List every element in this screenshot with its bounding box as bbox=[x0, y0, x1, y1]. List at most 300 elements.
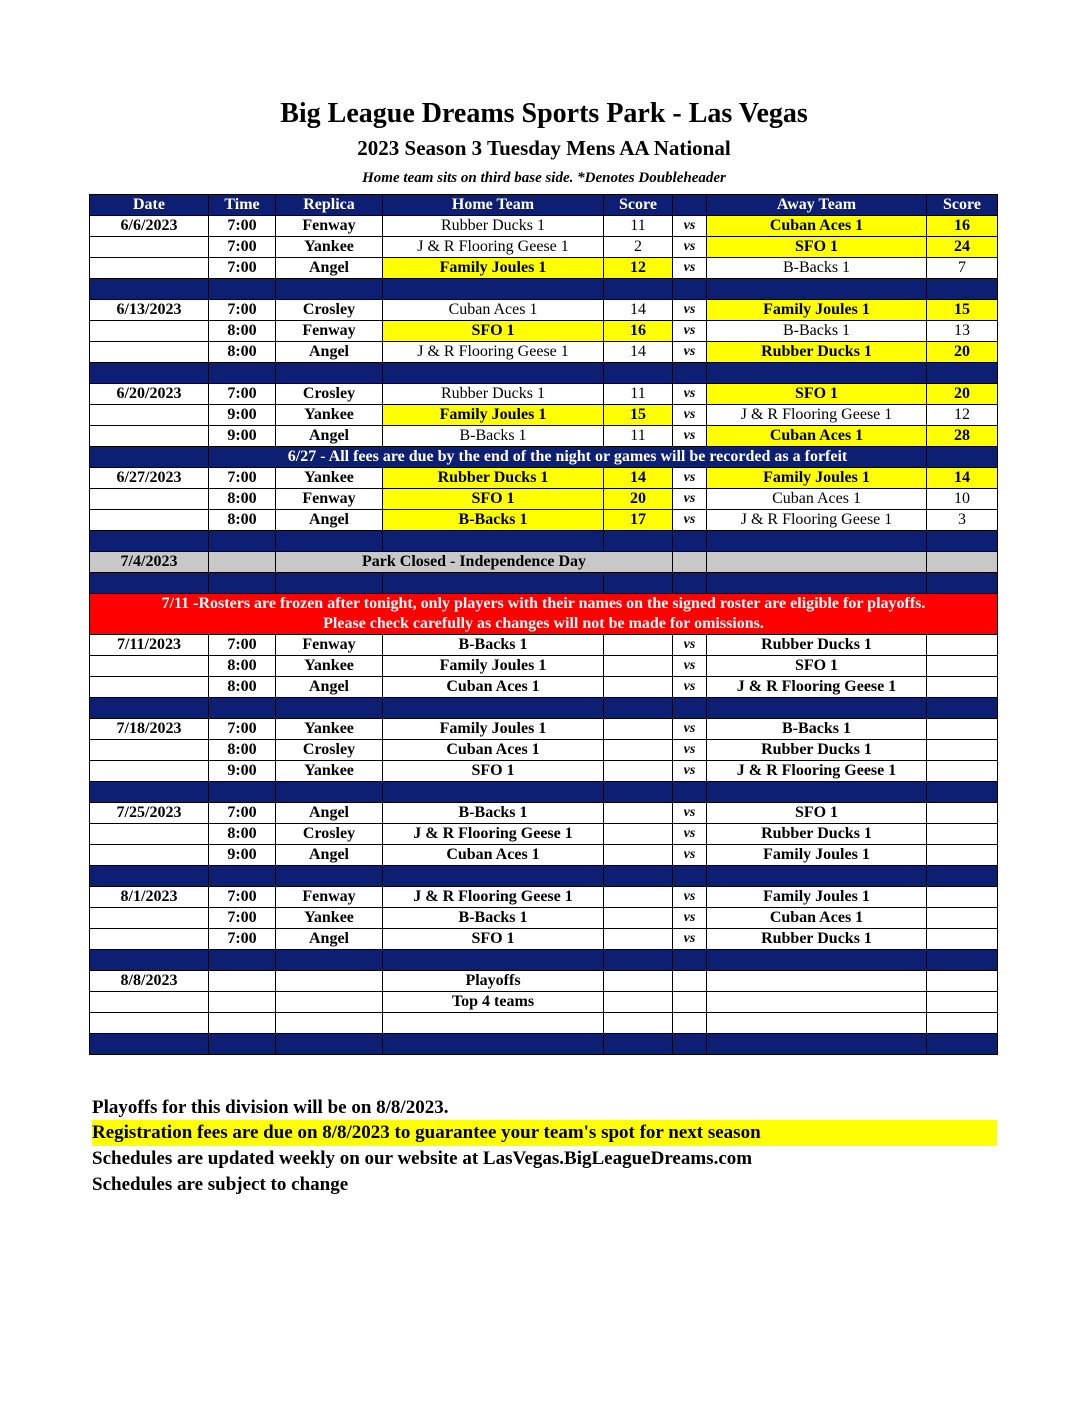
separator-cell bbox=[276, 782, 383, 803]
home-score bbox=[604, 803, 673, 824]
game-date bbox=[90, 237, 209, 258]
separator-cell bbox=[90, 1034, 209, 1055]
blank-cell bbox=[209, 552, 276, 573]
home-team: B-Backs 1 bbox=[383, 803, 604, 824]
field-replica: Yankee bbox=[276, 761, 383, 782]
away-team: Rubber Ducks 1 bbox=[707, 824, 927, 845]
fees-notice-row bbox=[90, 447, 998, 468]
separator-cell bbox=[90, 573, 209, 594]
home-team: Family Joules 1 bbox=[383, 719, 604, 740]
park-closed-text: Park Closed - Independence Day bbox=[276, 552, 673, 573]
vs-label: vs bbox=[673, 216, 707, 237]
game-date bbox=[90, 845, 209, 866]
notice-blank-cell bbox=[927, 447, 998, 468]
home-score bbox=[604, 887, 673, 908]
away-team: Family Joules 1 bbox=[707, 300, 927, 321]
separator-cell bbox=[209, 279, 276, 300]
game-row bbox=[90, 426, 998, 447]
game-row bbox=[90, 761, 998, 782]
field-replica: Yankee bbox=[276, 656, 383, 677]
game-date: 6/6/2023 bbox=[90, 216, 209, 237]
away-team: Cuban Aces 1 bbox=[707, 426, 927, 447]
separator-cell bbox=[383, 782, 604, 803]
page-subtitle: 2023 Season 3 Tuesday Mens AA National bbox=[357, 136, 731, 160]
game-date bbox=[90, 929, 209, 950]
away-score: 20 bbox=[927, 384, 998, 405]
vs-label bbox=[673, 992, 707, 1013]
game-date: 7/11/2023 bbox=[90, 635, 209, 656]
home-score bbox=[604, 740, 673, 761]
home-score bbox=[604, 992, 673, 1013]
field-replica: Angel bbox=[276, 342, 383, 363]
vs-label: vs bbox=[673, 321, 707, 342]
game-row bbox=[90, 300, 998, 321]
separator-cell bbox=[673, 950, 707, 971]
vs-label bbox=[673, 1013, 707, 1034]
away-team: Cuban Aces 1 bbox=[707, 908, 927, 929]
vs-label: vs bbox=[673, 426, 707, 447]
field-replica: Angel bbox=[276, 677, 383, 698]
vs-label bbox=[673, 971, 707, 992]
game-time: 7:00 bbox=[209, 908, 276, 929]
home-team-note: Home team sits on third base side. *Denotes Doubleheader bbox=[362, 170, 726, 186]
away-score: 10 bbox=[927, 489, 998, 510]
game-time: 7:00 bbox=[209, 719, 276, 740]
game-date: 7/25/2023 bbox=[90, 803, 209, 824]
page-title: Big League Dreams Sports Park - Las Vegas bbox=[280, 98, 808, 129]
separator-cell bbox=[927, 698, 998, 719]
home-score: 11 bbox=[604, 216, 673, 237]
home-team: B-Backs 1 bbox=[383, 908, 604, 929]
separator-cell bbox=[90, 950, 209, 971]
game-row bbox=[90, 845, 998, 866]
game-time: 8:00 bbox=[209, 321, 276, 342]
separator-cell bbox=[707, 363, 927, 384]
away-score: 3 bbox=[927, 510, 998, 531]
week-separator-row bbox=[90, 950, 998, 971]
away-team bbox=[707, 1013, 927, 1034]
col-header-time: Time bbox=[209, 195, 276, 216]
vs-label: vs bbox=[673, 656, 707, 677]
field-replica: Angel bbox=[276, 845, 383, 866]
vs-label: vs bbox=[673, 824, 707, 845]
game-time: 8:00 bbox=[209, 510, 276, 531]
home-team: J & R Flooring Geese 1 bbox=[383, 342, 604, 363]
game-time: 9:00 bbox=[209, 845, 276, 866]
fees-notice-text: 6/27 - All fees are due by the end of the night or games will be recorded as a forfeit bbox=[209, 447, 927, 468]
col-header-vs bbox=[673, 195, 707, 216]
away-team bbox=[707, 992, 927, 1013]
separator-cell bbox=[927, 866, 998, 887]
home-score bbox=[604, 677, 673, 698]
away-score: 13 bbox=[927, 321, 998, 342]
separator-cell bbox=[707, 1034, 927, 1055]
game-date bbox=[90, 824, 209, 845]
home-score: 17 bbox=[604, 510, 673, 531]
game-date bbox=[90, 489, 209, 510]
week-separator-row bbox=[90, 866, 998, 887]
away-score bbox=[927, 1013, 998, 1034]
separator-cell bbox=[604, 698, 673, 719]
home-score: 14 bbox=[604, 300, 673, 321]
game-time: 8:00 bbox=[209, 489, 276, 510]
away-team: Rubber Ducks 1 bbox=[707, 342, 927, 363]
game-row bbox=[90, 740, 998, 761]
field-replica: Angel bbox=[276, 510, 383, 531]
home-team: SFO 1 bbox=[383, 489, 604, 510]
vs-label: vs bbox=[673, 237, 707, 258]
website-note: Schedules are updated weekly on our website at LasVegas.BigLeagueDreams.com bbox=[92, 1148, 753, 1169]
separator-cell bbox=[707, 782, 927, 803]
field-replica: Crosley bbox=[276, 384, 383, 405]
separator-cell bbox=[383, 279, 604, 300]
separator-cell bbox=[276, 866, 383, 887]
separator-cell bbox=[673, 782, 707, 803]
game-row bbox=[90, 468, 998, 489]
game-date bbox=[90, 992, 209, 1013]
field-replica: Crosley bbox=[276, 740, 383, 761]
playoffs-note: Playoffs for this division will be on 8/8/2023. bbox=[92, 1097, 449, 1118]
home-team: Cuban Aces 1 bbox=[383, 740, 604, 761]
week-separator-row bbox=[90, 782, 998, 803]
game-row bbox=[90, 237, 998, 258]
away-score bbox=[927, 740, 998, 761]
separator-cell bbox=[276, 698, 383, 719]
separator-cell bbox=[707, 531, 927, 552]
vs-label: vs bbox=[673, 803, 707, 824]
separator-cell bbox=[604, 866, 673, 887]
vs-label: vs bbox=[673, 929, 707, 950]
roster-freeze-line-2: Please check carefully as changes will not be made for omissions. bbox=[323, 615, 764, 632]
game-time: 8:00 bbox=[209, 740, 276, 761]
game-row bbox=[90, 321, 998, 342]
home-score bbox=[604, 719, 673, 740]
separator-cell bbox=[90, 279, 209, 300]
game-time: 7:00 bbox=[209, 468, 276, 489]
field-replica: Crosley bbox=[276, 300, 383, 321]
home-team: Cuban Aces 1 bbox=[383, 300, 604, 321]
away-team: B-Backs 1 bbox=[707, 321, 927, 342]
game-time: 7:00 bbox=[209, 887, 276, 908]
game-date bbox=[90, 258, 209, 279]
game-date bbox=[90, 740, 209, 761]
home-team: Family Joules 1 bbox=[383, 405, 604, 426]
home-team: SFO 1 bbox=[383, 761, 604, 782]
separator-cell bbox=[383, 698, 604, 719]
separator-cell bbox=[927, 531, 998, 552]
separator-cell bbox=[707, 866, 927, 887]
game-date: 6/13/2023 bbox=[90, 300, 209, 321]
home-team: Rubber Ducks 1 bbox=[383, 384, 604, 405]
vs-label: vs bbox=[673, 677, 707, 698]
separator-cell bbox=[209, 1034, 276, 1055]
home-team: Family Joules 1 bbox=[383, 656, 604, 677]
home-score bbox=[604, 845, 673, 866]
game-time: 8:00 bbox=[209, 824, 276, 845]
separator-cell bbox=[604, 531, 673, 552]
separator-cell bbox=[90, 531, 209, 552]
separator-cell bbox=[90, 363, 209, 384]
field-replica: Fenway bbox=[276, 216, 383, 237]
game-time: 9:00 bbox=[209, 761, 276, 782]
game-time: 7:00 bbox=[209, 300, 276, 321]
home-score bbox=[604, 908, 673, 929]
blank-cell bbox=[707, 552, 927, 573]
separator-cell bbox=[673, 866, 707, 887]
away-team bbox=[707, 971, 927, 992]
col-header-date: Date bbox=[90, 195, 209, 216]
game-date: 6/20/2023 bbox=[90, 384, 209, 405]
vs-label: vs bbox=[673, 719, 707, 740]
game-row bbox=[90, 824, 998, 845]
col-header-away-team: Away Team bbox=[707, 195, 927, 216]
home-team: B-Backs 1 bbox=[383, 510, 604, 531]
home-score bbox=[604, 656, 673, 677]
game-row bbox=[90, 635, 998, 656]
separator-cell bbox=[927, 279, 998, 300]
separator-cell bbox=[927, 573, 998, 594]
home-score: 11 bbox=[604, 426, 673, 447]
game-time: 7:00 bbox=[209, 803, 276, 824]
away-team: SFO 1 bbox=[707, 237, 927, 258]
home-score bbox=[604, 635, 673, 656]
away-score bbox=[927, 929, 998, 950]
col-header-away-score: Score bbox=[927, 195, 998, 216]
col-header-home-team: Home Team bbox=[383, 195, 604, 216]
separator-cell bbox=[927, 1034, 998, 1055]
away-score: 20 bbox=[927, 342, 998, 363]
home-score: 16 bbox=[604, 321, 673, 342]
home-team: J & R Flooring Geese 1 bbox=[383, 887, 604, 908]
field-replica: Angel bbox=[276, 426, 383, 447]
separator-cell bbox=[707, 950, 927, 971]
separator-cell bbox=[707, 573, 927, 594]
vs-label: vs bbox=[673, 510, 707, 531]
schedule-table bbox=[89, 194, 998, 1055]
field-replica: Angel bbox=[276, 803, 383, 824]
home-score: 11 bbox=[604, 384, 673, 405]
away-score bbox=[927, 845, 998, 866]
vs-label: vs bbox=[673, 300, 707, 321]
separator-cell bbox=[383, 363, 604, 384]
separator-cell bbox=[604, 1034, 673, 1055]
vs-label: vs bbox=[673, 342, 707, 363]
away-score bbox=[927, 719, 998, 740]
away-score: 28 bbox=[927, 426, 998, 447]
blank-cell bbox=[673, 552, 707, 573]
home-team: Top 4 teams bbox=[383, 992, 604, 1013]
home-team bbox=[383, 1013, 604, 1034]
separator-cell bbox=[209, 363, 276, 384]
away-score bbox=[927, 677, 998, 698]
game-row bbox=[90, 656, 998, 677]
vs-label: vs bbox=[673, 468, 707, 489]
vs-label: vs bbox=[673, 258, 707, 279]
field-replica: Yankee bbox=[276, 908, 383, 929]
schedule-body bbox=[90, 216, 998, 1055]
field-replica: Fenway bbox=[276, 489, 383, 510]
game-date bbox=[90, 761, 209, 782]
away-score: 12 bbox=[927, 405, 998, 426]
vs-label: vs bbox=[673, 761, 707, 782]
separator-cell bbox=[927, 950, 998, 971]
away-score: 7 bbox=[927, 258, 998, 279]
separator-cell bbox=[383, 531, 604, 552]
game-time: 7:00 bbox=[209, 635, 276, 656]
separator-cell bbox=[90, 866, 209, 887]
game-time bbox=[209, 992, 276, 1013]
game-row bbox=[90, 971, 998, 992]
separator-cell bbox=[209, 782, 276, 803]
away-score: 14 bbox=[927, 468, 998, 489]
field-replica bbox=[276, 971, 383, 992]
separator-cell bbox=[276, 279, 383, 300]
away-team: J & R Flooring Geese 1 bbox=[707, 405, 927, 426]
separator-cell bbox=[276, 363, 383, 384]
separator-cell bbox=[90, 782, 209, 803]
game-row bbox=[90, 405, 998, 426]
away-score bbox=[927, 761, 998, 782]
field-replica: Fenway bbox=[276, 635, 383, 656]
away-team: Family Joules 1 bbox=[707, 468, 927, 489]
separator-cell bbox=[604, 950, 673, 971]
subject-to-change-note: Schedules are subject to change bbox=[92, 1174, 349, 1195]
game-time bbox=[209, 1013, 276, 1034]
home-team: Family Joules 1 bbox=[383, 258, 604, 279]
game-date bbox=[90, 1013, 209, 1034]
away-score bbox=[927, 908, 998, 929]
game-row bbox=[90, 992, 998, 1013]
separator-cell bbox=[927, 782, 998, 803]
vs-label: vs bbox=[673, 405, 707, 426]
game-date bbox=[90, 677, 209, 698]
game-date: 7/18/2023 bbox=[90, 719, 209, 740]
home-score: 15 bbox=[604, 405, 673, 426]
separator-cell bbox=[673, 531, 707, 552]
home-team: B-Backs 1 bbox=[383, 426, 604, 447]
field-replica bbox=[276, 992, 383, 1013]
home-score: 14 bbox=[604, 468, 673, 489]
home-score bbox=[604, 971, 673, 992]
away-score bbox=[927, 824, 998, 845]
game-date bbox=[90, 426, 209, 447]
game-time: 8:00 bbox=[209, 656, 276, 677]
separator-cell bbox=[276, 950, 383, 971]
away-team: Cuban Aces 1 bbox=[707, 489, 927, 510]
separator-cell bbox=[604, 279, 673, 300]
game-row bbox=[90, 803, 998, 824]
separator-cell bbox=[673, 1034, 707, 1055]
park-closed-row bbox=[90, 552, 998, 573]
separator-cell bbox=[209, 866, 276, 887]
field-replica: Yankee bbox=[276, 237, 383, 258]
separator-cell bbox=[673, 363, 707, 384]
away-score: 24 bbox=[927, 237, 998, 258]
game-row bbox=[90, 510, 998, 531]
home-score bbox=[604, 824, 673, 845]
away-score bbox=[927, 887, 998, 908]
home-team: SFO 1 bbox=[383, 321, 604, 342]
separator-cell bbox=[383, 866, 604, 887]
game-row bbox=[90, 887, 998, 908]
away-team: B-Backs 1 bbox=[707, 719, 927, 740]
registration-note: Registration fees are due on 8/8/2023 to guarantee your team's spot for next season bbox=[92, 1120, 997, 1146]
separator-cell bbox=[90, 698, 209, 719]
week-separator-row bbox=[90, 573, 998, 594]
game-row bbox=[90, 384, 998, 405]
separator-cell bbox=[604, 573, 673, 594]
week-separator-row bbox=[90, 1034, 998, 1055]
separator-cell bbox=[276, 1034, 383, 1055]
field-replica bbox=[276, 1013, 383, 1034]
home-team: Rubber Ducks 1 bbox=[383, 216, 604, 237]
separator-cell bbox=[673, 573, 707, 594]
game-date bbox=[90, 342, 209, 363]
vs-label: vs bbox=[673, 740, 707, 761]
away-team: J & R Flooring Geese 1 bbox=[707, 677, 927, 698]
separator-cell bbox=[604, 363, 673, 384]
col-header-home-score: Score bbox=[604, 195, 673, 216]
separator-cell bbox=[673, 279, 707, 300]
game-date bbox=[90, 510, 209, 531]
home-score: 20 bbox=[604, 489, 673, 510]
separator-cell bbox=[209, 531, 276, 552]
home-team: Playoffs bbox=[383, 971, 604, 992]
game-date bbox=[90, 908, 209, 929]
game-time bbox=[209, 971, 276, 992]
home-team: B-Backs 1 bbox=[383, 635, 604, 656]
game-row bbox=[90, 677, 998, 698]
field-replica: Fenway bbox=[276, 887, 383, 908]
away-score bbox=[927, 992, 998, 1013]
game-time: 7:00 bbox=[209, 237, 276, 258]
game-time: 9:00 bbox=[209, 405, 276, 426]
field-replica: Yankee bbox=[276, 405, 383, 426]
home-team: Rubber Ducks 1 bbox=[383, 468, 604, 489]
home-team: Cuban Aces 1 bbox=[383, 677, 604, 698]
away-team: Rubber Ducks 1 bbox=[707, 929, 927, 950]
away-team: SFO 1 bbox=[707, 803, 927, 824]
game-date: 8/8/2023 bbox=[90, 971, 209, 992]
away-team: J & R Flooring Geese 1 bbox=[707, 761, 927, 782]
away-team: Cuban Aces 1 bbox=[707, 216, 927, 237]
away-team: Family Joules 1 bbox=[707, 845, 927, 866]
game-date bbox=[90, 321, 209, 342]
home-team: Cuban Aces 1 bbox=[383, 845, 604, 866]
game-date: 7/4/2023 bbox=[90, 552, 209, 573]
separator-cell bbox=[707, 279, 927, 300]
home-score: 12 bbox=[604, 258, 673, 279]
separator-cell bbox=[383, 950, 604, 971]
home-team: J & R Flooring Geese 1 bbox=[383, 237, 604, 258]
game-date: 6/27/2023 bbox=[90, 468, 209, 489]
field-replica: Fenway bbox=[276, 321, 383, 342]
field-replica: Crosley bbox=[276, 824, 383, 845]
vs-label: vs bbox=[673, 384, 707, 405]
vs-label: vs bbox=[673, 489, 707, 510]
separator-cell bbox=[209, 698, 276, 719]
separator-cell bbox=[707, 698, 927, 719]
roster-freeze-line-1: 7/11 -Rosters are frozen after tonight, only players with their names on the signed roster are eligible for playoffs. bbox=[161, 595, 926, 612]
separator-cell bbox=[927, 363, 998, 384]
away-team: Family Joules 1 bbox=[707, 887, 927, 908]
game-time: 7:00 bbox=[209, 216, 276, 237]
separator-cell bbox=[383, 1034, 604, 1055]
away-score bbox=[927, 635, 998, 656]
separator-cell bbox=[673, 698, 707, 719]
home-score bbox=[604, 761, 673, 782]
game-row bbox=[90, 342, 998, 363]
